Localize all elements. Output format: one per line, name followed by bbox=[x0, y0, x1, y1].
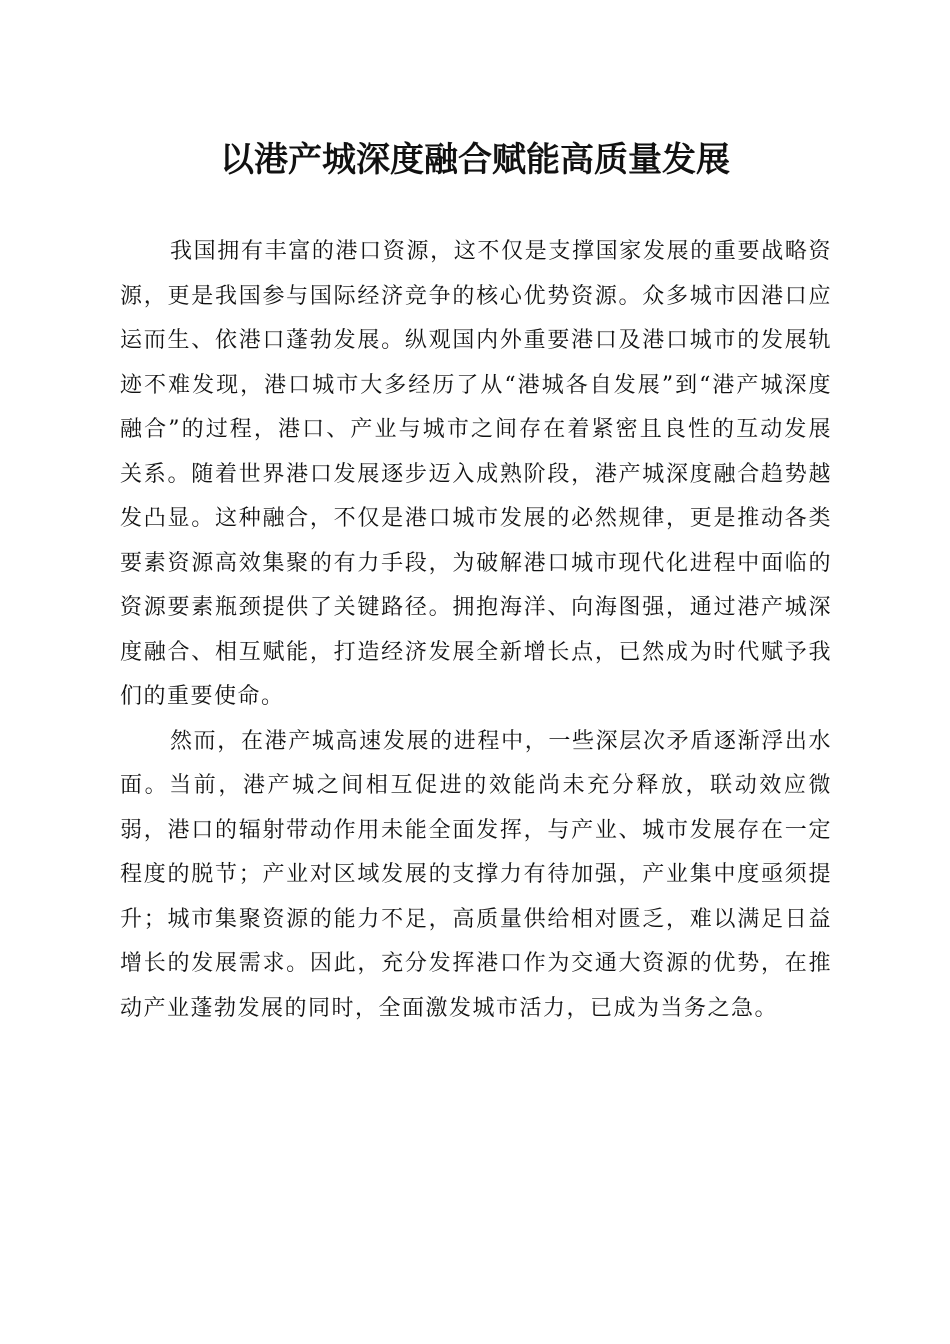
paragraph-2: 然而，在港产城高速发展的进程中，一些深层次矛盾逐渐浮出水面。当前，港产城之间相互促进的效能尚未充分释放，联动效应微弱，港口的辐射带动作用未能全面发挥，与产业、城市发展存在一定程度的脱节；产业对区域发展的支撑力有待加强，产业集中度亟须提升；城市集聚资源的能力不足，高质量供给相对匮乏，难以满足日益增长的发展需求。因此，充分发挥港口作为交通大资源的优势，在推动产业蓬勃发展的同时，全面激发城市活力，已成为当务之急。 bbox=[120, 728, 832, 1021]
document-body bbox=[120, 230, 832, 1031]
document-title: 以港产城深度融合赋能高质量发展 bbox=[220, 140, 730, 180]
paragraph-1: 我国拥有丰富的港口资源，这不仅是支撑国家发展的重要战略资源，更是我国参与国际经济竞争的核心优势资源。众多城市因港口应运而生、依港口蓬勃发展。纵观国内外重要港口及港口城市的发展轨迹不难发现，港口城市大多经历了从“港城各自发展”到“港产城深度融合”的过程，港口、产业与城市之间存在着紧密且良性的互动发展关系。随着世界港口发展逐步迈入成熟阶段，港产城深度融合趋势越发凸显。这种融合，不仅是港口城市发展的必然规律，更是推动各类要素资源高效集聚的有力手段，为破解港口城市现代化进程中面临的资源要素瓶颈提供了关键路径。拥抱海洋、向海图强，通过港产城深度融合、相互赋能，打造经济发展全新增长点，已然成为时代赋予我们的重要使命。 bbox=[120, 239, 832, 709]
